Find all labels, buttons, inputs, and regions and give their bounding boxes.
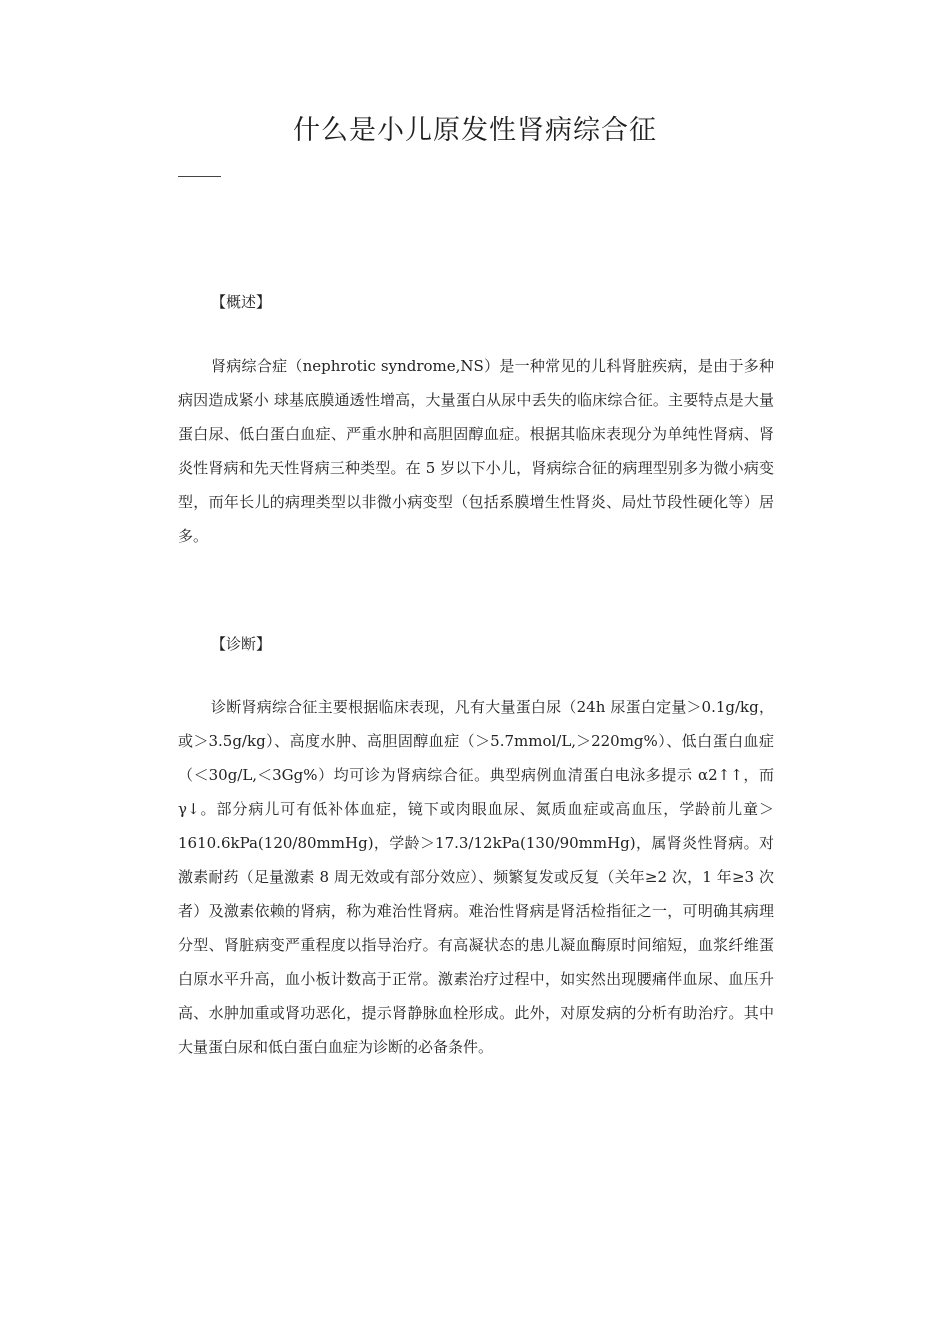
section-heading-diagnosis: 【诊断】	[211, 635, 272, 653]
section-paragraph-overview: 肾病综合症（nephrotic syndrome,NS）是一种常见的儿科肾脏疾病，是由于多种病因造成紧小 球基底膜通透性增高，大量蛋白从尿中丢失的临床综合征。主要特点是大量蛋白尿、低白蛋白血症、严重水肿和高胆固醇血症。根据其临床表现分为单纯性肾病、肾炎性肾病和先天性肾病三种类型。在 5 岁以下小儿，肾病综合征的病理型别多为微小病变型，而年长儿的病理类型以非微小病变型（包括系膜增生性肾炎、局灶节段性硬化等）居多。	[178, 357, 774, 545]
title-underline-rule	[178, 176, 221, 177]
document-title: 什么是小儿原发性肾病综合征	[293, 115, 657, 146]
section-heading-overview: 【概述】	[211, 293, 272, 311]
section-paragraph-diagnosis: 诊断肾病综合征主要根据临床表现，凡有大量蛋白尿（24h 尿蛋白定量＞0.1g/kg，或＞3.5g/kg）、高度水肿、高胆固醇血症（＞5.7mmol/L,＞220mg%）、低白蛋白血症（＜30g/L,＜3Gg%）均可诊为肾病综合征。典型病例血清蛋白电泳多提示 α2↑↑，而 γ↓。部分病儿可有低补体血症，镜下或肉眼血尿、氮质血症或高血压，学龄前儿童＞1610.6kPa(120/80mmHg)，学龄＞17.3/12kPa(130/90mmHg)，属肾炎性肾病。对激素耐药（足量激素 8 周无效或有部分效应）、频繁复发或反复（关年≥2 次，1 年≥3 次者）及激素依赖的肾病，称为难治性肾病。难治性肾病是肾活检指征之一，可明确其病理分型、肾脏病变严重程度以指导治疗。有高凝状态的患儿凝血酶原时间缩短，血浆纤维蛋白原水平升高，血小板计数高于正常。激素治疗过程中，如实然出现腰痛伴血尿、血压升高、水肿加重或肾功恶化，提示肾静脉血栓形成。此外，对原发病的分析有助治疗。其中大量蛋白尿和低白蛋白血症为诊断的必备条件。	[178, 698, 774, 1056]
